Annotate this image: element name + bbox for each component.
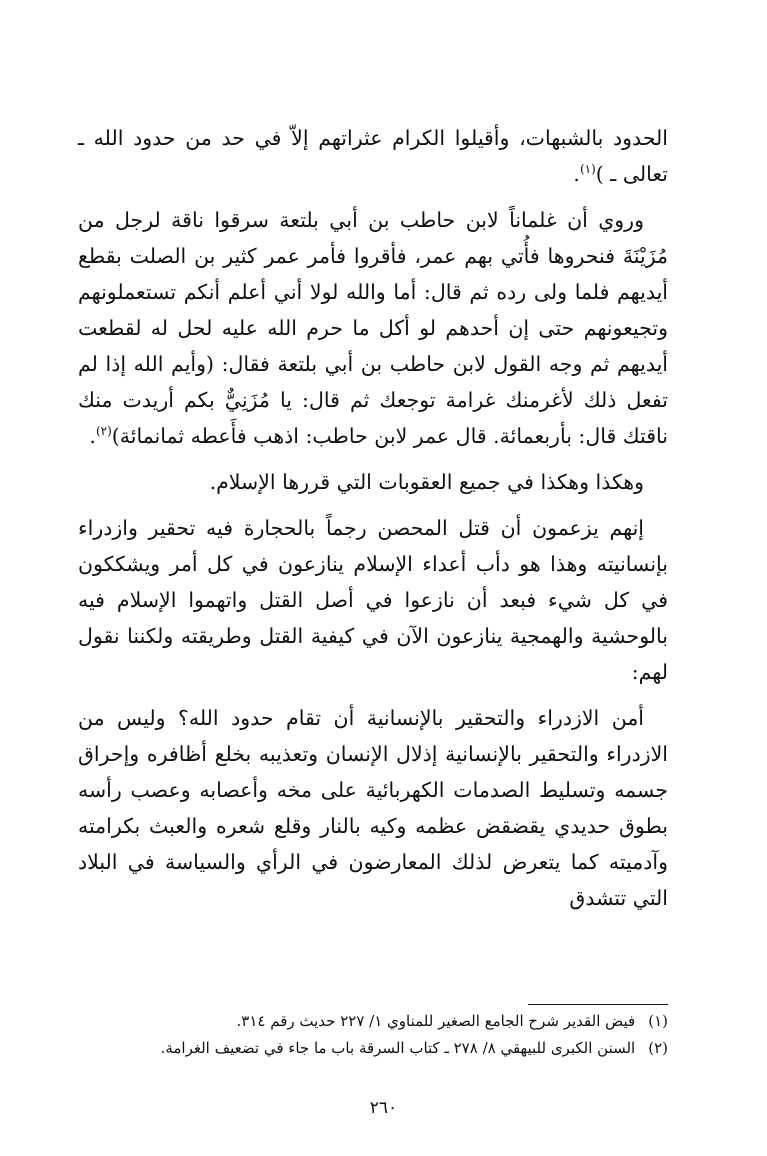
paragraph-tail: . [573,162,580,186]
footnote-number: (١) [648,1012,668,1030]
page-number: ٢٦٠ [369,1098,398,1118]
footnote-2 [78,1035,668,1062]
paragraph-text: وهكذا وهكذا في جميع العقوبات التي قررها الإسلام. [209,470,644,494]
paragraph-1 [78,120,668,192]
paragraph-5 [78,700,668,916]
footnote-number: (٢) [648,1039,668,1057]
paragraph-4 [78,510,668,690]
main-text [78,120,668,926]
footnotes [78,1008,668,1062]
paragraph-text: وروي أن غلماناً لابن حاطب بن أبي بلتعة سرقوا ناقة لرجل من مُزَيْنَةَ فنحروها فأُتي بهم عمر، فأقروا فأمر عمر كثير بن الصلت بقطع أيديهم فلما ولى رده ثم قال: أما والله لولا أني أعلم أنكم تستعملونهم وتجيعونهم حتى إن أحدهم لو أكل ما حرم الله عليه لحل له لقطعت أيديهم ثم وجه القول لابن حاطب بن أبي بلتعة فقال: (وأيم الله إذا لم تفعل ذلك لأغرمنك غرامة توجعك ثم قال: يا مُزَنِيٌّ بكم أريدت منك ناقتك قال: بأربعمائة. قال عمر لابن حاطب: اذهب فأَعطه ثمانمائة) [78,208,668,448]
footnote-1 [78,1008,668,1035]
paragraph-tail: . [89,424,96,448]
paragraph-text: الحدود بالشبهات، وأقيلوا الكرام عثراتهم إلاّ في حد من حدود الله ـ تعالى ـ ) [78,126,668,186]
paragraph-text: إنهم يزعمون أن قتل المحصن رجماً بالحجارة فيه تحقير وازدراء بإنسانيته وهذا هو دأب أعداء الإسلام ينازعون في كل أمر ويشككون في كل شيء فبعد أن نازعوا في أصل القتل واتهموا الإسلام فيه بالوحشية والهمجية ينازعون الآن في كيفية القتل وطريقته ولكننا نقول لهم: [78,516,668,684]
footnote-ref-1[interactable]: (١) [579,162,596,177]
footnote-separator [528,1004,668,1005]
paragraph-3 [78,464,668,500]
footnote-ref-2[interactable]: (٢) [95,424,112,439]
footnote-text: السنن الكبرى للبيهقي ٨/ ٢٧٨ ـ كتاب السرقة باب ما جاء في تضعيف الغرامة. [160,1039,636,1057]
paragraph-2 [78,202,668,454]
footnote-text: فيض القدير شرح الجامع الصغير للمناوي ١/ ٢٢٧ حديث رقم ٣١٤. [236,1012,636,1030]
paragraph-text: أمن الازدراء والتحقير بالإنسانية أن تقام حدود الله؟ وليس من الازدراء والتحقير بالإنسانية إذلال الإنسان وتعذيبه بخلع أظافره وإحراق جسمه وتسليط الصدمات الكهربائية على مخه وأعصابه وعصب رأسه بطوق حديدي يقضقض عظمه وكيه بالنار وقلع شعره والعبث بكرامته وآدميته كما يتعرض لذلك المعارضون في الرأي والسياسة في البلاد التي تتشدق [78,706,668,910]
